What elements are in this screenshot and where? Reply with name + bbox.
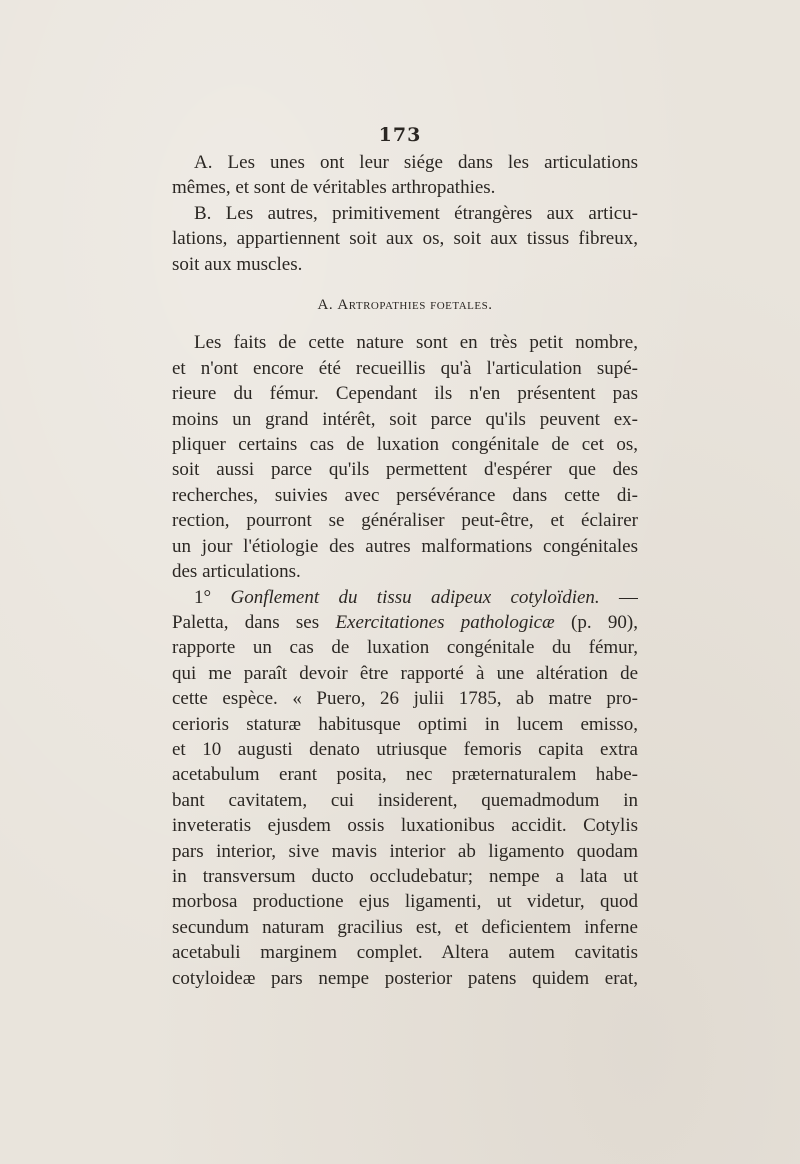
text-line: et n'ont encore été recueillis qu'à l'articulation supé- — [172, 357, 638, 379]
text-line: in transversum ducto occludebatur; nempe a lata ut — [172, 865, 638, 887]
text-line: qui me paraît devoir être rapporté à une altération de — [172, 662, 638, 684]
item-title: Gonflement du tissu adipeux cotyloïdien. — [230, 586, 600, 608]
text-line: rection, pourront se généraliser peut-être, et éclairer — [172, 510, 638, 532]
citation-pre: Paletta, dans ses — [172, 611, 336, 633]
text-line: pliquer certains cas de luxation congénitale de cet os, — [172, 434, 638, 456]
text-line — [172, 585, 638, 610]
text-line: A. Les unes ont leur siége dans les articulations — [194, 152, 638, 173]
section-heading-title: Artropathies foetales. — [337, 297, 493, 314]
text-line: secundum naturam gracilius est, et deficientem inferne — [172, 916, 638, 938]
text-line: mêmes, et sont de véritables arthropathies. — [172, 177, 496, 199]
citation-title: Exercitationes pathologicæ — [335, 611, 555, 633]
text-line: lations, appartiennent soit aux os, soit aux tissus fibreux, — [172, 228, 638, 250]
text-line: inveteratis ejusdem ossis luxationibus accidit. Cotylis — [172, 815, 638, 837]
text-line: recherches, suivies avec persévérance dans cette di- — [172, 484, 638, 506]
item-dash: — — [599, 586, 638, 608]
text-line: Les faits de cette nature sont en très petit nombre, — [194, 332, 638, 354]
text-line: un jour l'étiologie des autres malformations congénitales — [172, 535, 638, 557]
text-line: rapporte un cas de luxation congénitale du fémur, — [172, 637, 638, 659]
text-line: moins un grand intérêt, soit parce qu'ils peuvent ex- — [172, 408, 638, 430]
page-number: 173 — [378, 124, 422, 146]
text-line: rieure du fémur. Cependant ils n'en présentent pas — [172, 383, 638, 405]
text-line: soit aussi parce qu'ils permettent d'espérer que des — [172, 459, 638, 481]
text-line: des articulations. — [172, 561, 301, 583]
text-line: bant cavitatem, cui insiderent, quemadmodum in — [172, 789, 638, 811]
text-line: acetabulum erant posita, nec præternaturalem habe- — [172, 764, 638, 786]
text-line: pars interior, sive mavis interior ab ligamento quodam — [172, 840, 638, 862]
text-line: cotyloideæ pars nempe posterior patens quidem erat, — [172, 967, 638, 989]
citation-post: (p. 90), — [554, 611, 638, 633]
text-line: cerioris staturæ habitusque optimi in lucem emisso, — [172, 713, 638, 735]
section-heading-prefix: A. — [317, 297, 334, 314]
text-line: cette espèce. « Puero, 26 julii 1785, ab matre pro- — [172, 688, 638, 710]
text-line: et 10 augusti denato utriusque femoris capita extra — [172, 738, 638, 760]
text-line: acetabuli marginem complet. Altera autem cavitatis — [172, 942, 638, 964]
text-line: B. Les autres, primitivement étrangères aux articu- — [194, 202, 638, 224]
text-line: soit aux muscles. — [172, 253, 303, 275]
section-heading — [172, 293, 638, 318]
item-number: 1° — [194, 586, 212, 608]
page-text — [172, 150, 638, 991]
text-line: morbosa productione ejus ligamenti, ut videtur, quod — [172, 891, 638, 913]
text-line — [172, 610, 638, 635]
